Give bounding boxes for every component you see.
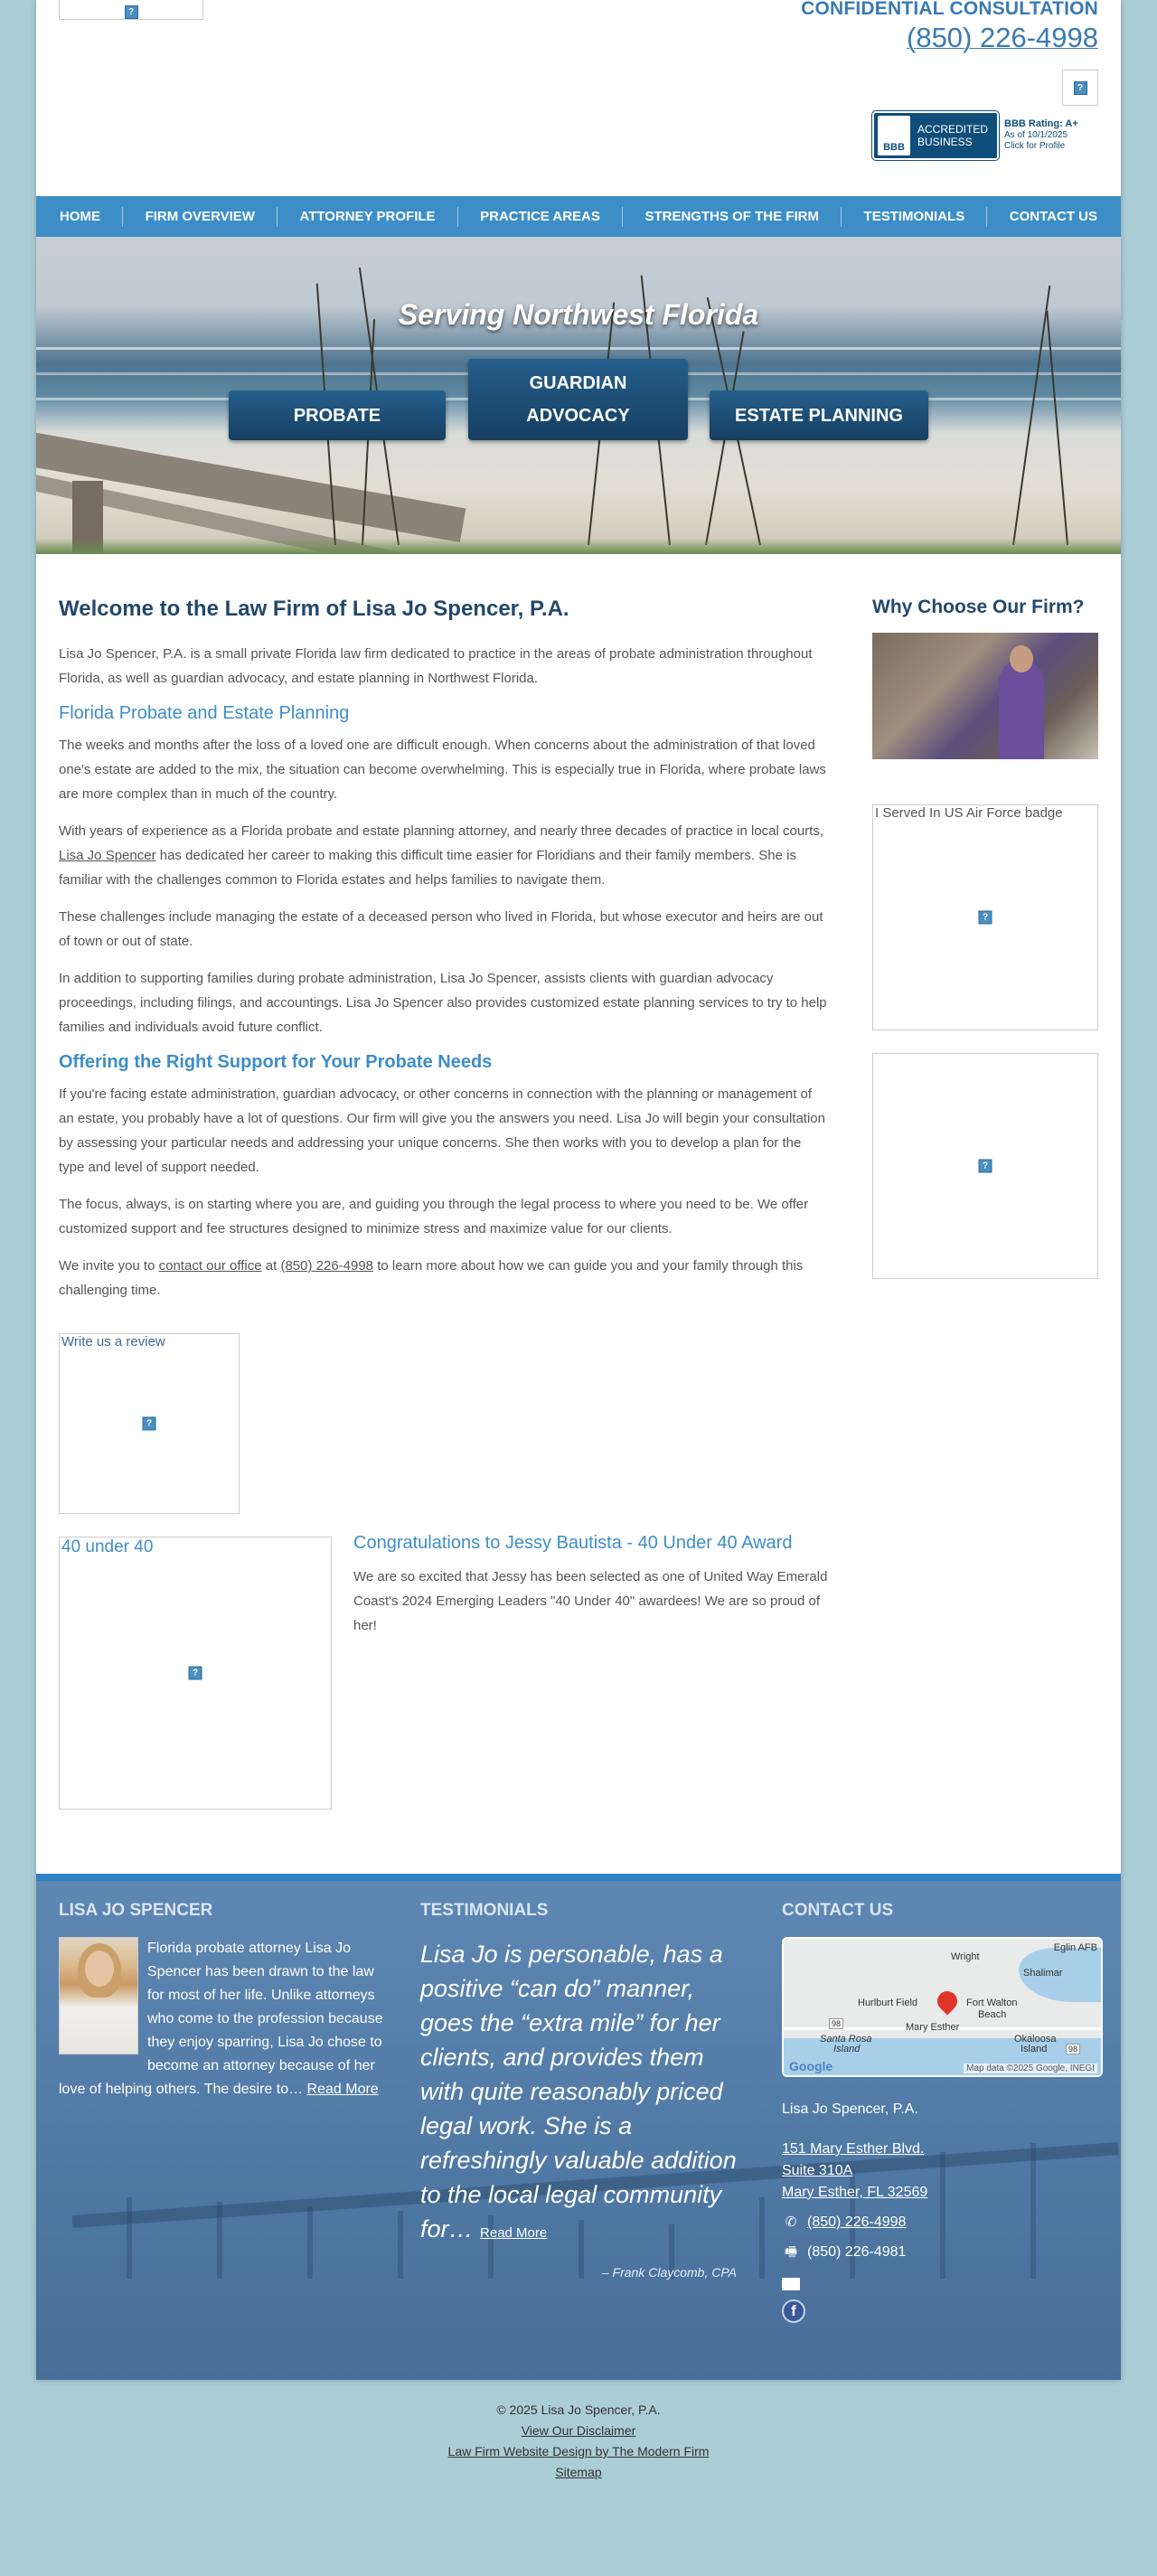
paragraph xyxy=(59,1254,827,1302)
award-title: Congratulations to Jessy Bautista - 40 Under 40 Award xyxy=(353,1533,793,1553)
site-header xyxy=(36,0,1121,196)
bbb-click-profile: Click for Profile xyxy=(1004,141,1066,151)
guardian-advocacy-button[interactable]: GUARDIAN ADVOCACY xyxy=(468,359,688,440)
footer-about-title: LISA JO SPENCER xyxy=(59,1901,213,1920)
map-label: Island xyxy=(833,2044,861,2054)
broken-image-icon: ? xyxy=(143,1417,156,1431)
main-section xyxy=(36,554,1121,1874)
map-label: Shalimar xyxy=(1023,1968,1063,1979)
paragraph: If you're facing estate administration, guardian advocacy, or other concerns in connection with the planning or management of an estate, you probably have a lot of questions. Our firm will give you the answers you need. Lisa Jo will begin your consultation by assessing your particular needs and addressing your unique concerns. She then works with you to develop a plan for the type and level of support needed. xyxy=(59,1086,825,1175)
map-label: Santa Rosa xyxy=(820,2034,872,2045)
fax-icon: 🖷 xyxy=(784,2244,798,2260)
paragraph: In addition to supporting families during probate administration, Lisa Jo Spencer, assists clients with guardian advocacy proceedings, including filings, and accountings. Lisa Jo Spencer also provides customized estate planning services to try to help families and individuals avoid future conflict. xyxy=(59,971,827,1035)
phone-icon: ✆ xyxy=(785,2214,797,2230)
broken-image-icon: ? xyxy=(125,5,138,19)
consultation-block xyxy=(801,0,1098,54)
paragraph: The focus, always, is on starting where you are, and guiding you through the legal process to where you need to be. We offer customized support and fee structures designed to minimize stress and maximize value for our clients. xyxy=(59,1197,809,1236)
air-force-badge-image xyxy=(872,804,1098,1030)
bottom-bar xyxy=(0,2400,1157,2483)
pier-leg xyxy=(307,2206,313,2279)
text: to learn more about how we can guide you and your family through this challenging time. xyxy=(59,1258,804,1298)
pier-leg xyxy=(759,2197,765,2279)
main-content xyxy=(59,597,827,1315)
footer-testimonials-title: TESTIMONIALS xyxy=(420,1901,549,1920)
section-heading-probate: Florida Probate and Estate Planning xyxy=(59,703,350,723)
broken-image-icon: ? xyxy=(979,911,992,925)
award-text: We are so excited that Jessy has been selected as one of United Way Emerald Coast's 2024 Emerging Leaders "40 Under 40" awardees! We are so proud of her! xyxy=(353,1569,828,1633)
hero-title: Serving Northwest Florida xyxy=(398,298,759,331)
contact-info xyxy=(782,2099,1103,2323)
location-map[interactable] xyxy=(782,1937,1103,2077)
paragraph: The weeks and months after the loss of a loved one are difficult enough. When concerns about the administration of that loved one's estate are added to the mix, the situation can become overwhelming. This is especially true in Florida, where probate laws are more complex than in much of the country. xyxy=(59,738,826,802)
website-design-link[interactable]: Law Firm Website Design by The Modern Firm xyxy=(447,2444,710,2458)
footer-testimonials xyxy=(420,1901,737,2280)
map-label: Eglin AFB xyxy=(1053,1942,1097,1953)
header-badge-image xyxy=(1062,70,1098,106)
address-line-3[interactable]: Mary Esther, FL 32569 xyxy=(782,2185,928,2200)
footer-about xyxy=(59,1901,384,2101)
intro-paragraph: Lisa Jo Spencer, P.A. is a small private Florida law firm dedicated to practice in the areas of probate administration throughout Florida, as well as guardian advocacy, and estate planning in Northwest Florida. xyxy=(59,646,813,686)
broken-image-icon: ? xyxy=(189,1667,202,1680)
nav-divider xyxy=(122,207,123,227)
about-read-more-link[interactable]: Read More xyxy=(306,2082,379,2097)
map-label: Okaloosa xyxy=(1014,2034,1057,2045)
footer-phone-link[interactable]: (850) 226-4998 xyxy=(807,2214,907,2230)
paragraph: These challenges include managing the estate of a deceased person who lived in Florida, but whose executor and heirs are out of town or out of state. xyxy=(59,909,823,949)
attorney-portrait xyxy=(59,1937,138,2054)
nav-divider xyxy=(622,207,623,227)
map-credit: Map data ©2025 Google, INEGI xyxy=(964,2064,1097,2073)
photo-figure xyxy=(999,660,1044,759)
map-label: Hurlburt Field xyxy=(858,1998,918,2008)
sidebar-title: Why Choose Our Firm? xyxy=(872,597,1085,617)
map-label: Fort Walton xyxy=(966,1998,1018,2008)
award-image xyxy=(59,1537,332,1810)
sea-oat xyxy=(1046,311,1068,545)
hero-banner xyxy=(36,237,1121,554)
bbb-rating-value: BBB Rating: A+ xyxy=(1004,118,1078,129)
bbb-rating xyxy=(1004,118,1078,152)
google-logo: Google xyxy=(789,2059,833,2073)
portrait-face xyxy=(85,1951,114,1987)
text: We invite you to xyxy=(59,1258,159,1274)
footer-fax: (850) 226-4981 xyxy=(807,2244,907,2260)
map-label: Beach xyxy=(978,2009,1007,2020)
map-pin-icon[interactable] xyxy=(933,1987,961,2015)
nav-attorney-profile[interactable]: ATTORNEY PROFILE xyxy=(299,209,436,224)
probate-button[interactable]: PROBATE xyxy=(229,390,446,440)
fax-line xyxy=(782,2242,1103,2263)
phone-line xyxy=(782,2212,1103,2233)
bbb-line2: BUSINESS xyxy=(917,135,973,148)
sidebar xyxy=(872,597,1098,1279)
map-label: Mary Esther xyxy=(906,2022,960,2033)
hero-grass xyxy=(36,538,1121,554)
bbb-as-of: As of 10/1/2025 xyxy=(1004,130,1068,140)
bbb-seal xyxy=(872,111,999,160)
bbb-logo-icon: BBB xyxy=(878,116,910,155)
sidebar-image xyxy=(872,1053,1098,1279)
section-heading-support: Offering the Right Support for Your Probate Needs xyxy=(59,1052,493,1072)
award-label: 40 under 40 xyxy=(61,1537,154,1556)
nav-strengths[interactable]: STRENGTHS OF THE FIRM xyxy=(644,209,819,224)
site-footer xyxy=(36,1874,1121,2380)
testimonial-read-more-link[interactable]: Read More xyxy=(480,2225,548,2241)
nav-practice-areas[interactable]: PRACTICE AREAS xyxy=(480,209,600,224)
header-phone-link[interactable]: (850) 226-4998 xyxy=(907,22,1098,53)
address-line-2[interactable]: Suite 310A xyxy=(782,2163,853,2178)
site-logo[interactable] xyxy=(59,0,203,20)
office-phone-link[interactable]: (850) 226-4998 xyxy=(280,1258,374,1274)
pier-leg xyxy=(398,2211,403,2279)
review-label: Write us a review xyxy=(61,1334,165,1349)
broken-image-icon: ? xyxy=(979,1160,992,1173)
text: has dedicated her career to making this difficult time easier for Floridians and their family members. She is familiar with the challenges common to Florida estates and helps families to navigate them. xyxy=(59,848,796,888)
facebook-icon[interactable]: f xyxy=(782,2299,805,2323)
lisa-jo-spencer-link[interactable]: Lisa Jo Spencer xyxy=(59,848,156,863)
bbb-seal-link[interactable] xyxy=(872,110,1098,160)
nav-contact-us[interactable]: CONTACT US xyxy=(1009,209,1097,224)
page-wrapper xyxy=(36,0,1121,2380)
email-icon[interactable] xyxy=(782,2278,800,2290)
nav-firm-overview[interactable]: FIRM OVERVIEW xyxy=(145,209,255,224)
footer-contact-title: CONTACT US xyxy=(782,1901,894,1920)
nav-home[interactable]: HOME xyxy=(60,209,100,224)
testimonial-author: – Frank Claycomb, CPA xyxy=(601,2265,737,2280)
address-line-1[interactable]: 151 Mary Esther Blvd. xyxy=(782,2141,925,2157)
copyright: © 2025 Lisa Jo Spencer, P.A. xyxy=(496,2402,661,2417)
main-nav xyxy=(36,196,1121,237)
paragraph xyxy=(59,819,827,892)
map-label: Island xyxy=(1021,2044,1048,2054)
firm-name: Lisa Jo Spencer, P.A. xyxy=(782,2101,918,2117)
footer-contact xyxy=(782,1901,1103,2323)
pier-leg xyxy=(217,2202,222,2279)
text: at xyxy=(261,1258,281,1274)
award-article xyxy=(353,1533,828,1638)
write-review-image-link[interactable] xyxy=(59,1333,240,1514)
estate-planning-button[interactable]: ESTATE PLANNING xyxy=(710,390,928,440)
nav-divider xyxy=(841,207,842,227)
nav-testimonials[interactable]: TESTIMONIALS xyxy=(863,209,965,224)
broken-image-icon: ? xyxy=(1074,81,1087,95)
testimonial-quote xyxy=(420,1937,737,2251)
text: Florida probate attorney Lisa Jo Spencer has been drawn to the law for most of her life. Unlike attorneys who come to the profession because they enjoy sparring, Lisa Jo chose to become an attorney because of her love of helping others. The desire to… xyxy=(59,1941,383,2097)
contact-office-link[interactable]: contact our office xyxy=(158,1258,262,1274)
badge-label: I Served In US Air Force badge xyxy=(875,805,1063,821)
photo-figure-head xyxy=(1010,645,1033,672)
pier-leg xyxy=(127,2197,132,2279)
disclaimer-link[interactable]: View Our Disclaimer xyxy=(521,2423,636,2438)
nav-divider xyxy=(457,207,458,227)
map-label: Wright xyxy=(951,1951,980,1962)
page-title: Welcome to the Law Firm of Lisa Jo Spencer, P.A. xyxy=(59,597,569,621)
map-route-marker: 98 xyxy=(1066,2044,1080,2054)
office-photo xyxy=(872,633,1098,759)
text: With years of experience as a Florida probate and estate planning attorney, and nearly three decades of practice in local courts, xyxy=(59,823,824,839)
hero-wave xyxy=(36,347,1121,350)
bbb-line1: ACCREDITED xyxy=(917,122,989,136)
text: Lisa Jo is personable, has a positive “can do” manner, goes the “extra mile” for her clients, and provides them with quite reasonably priced legal work. She is a refreshingly valuable addition to the local legal community for… xyxy=(420,1941,737,2242)
bbb-accredited xyxy=(917,123,988,148)
nav-divider xyxy=(986,207,987,227)
sitemap-link[interactable]: Sitemap xyxy=(555,2465,602,2479)
map-route-marker: 98 xyxy=(829,2018,843,2029)
consultation-label: CONFIDENTIAL CONSULTATION xyxy=(801,0,1098,19)
address-block xyxy=(782,2139,1103,2204)
